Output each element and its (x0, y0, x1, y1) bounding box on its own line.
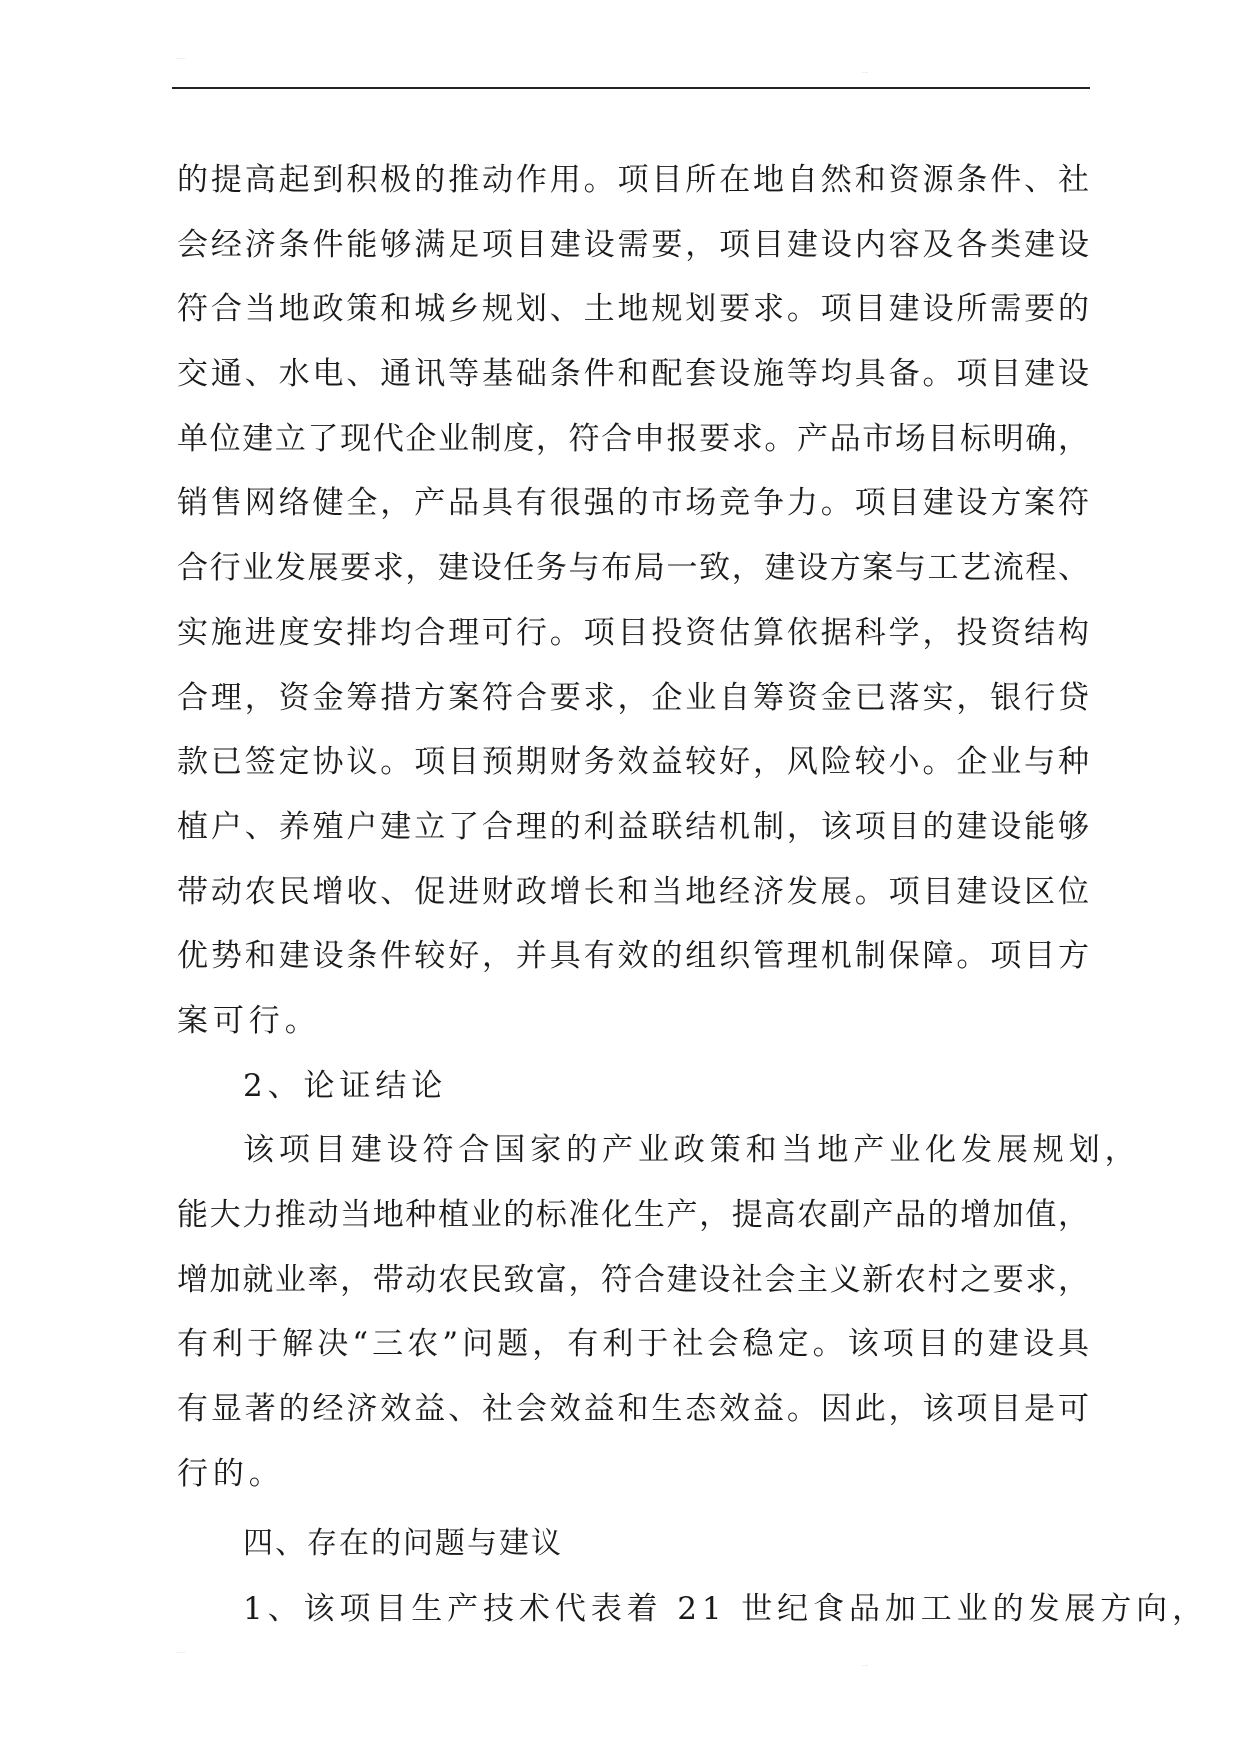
text-line: 优势和建设条件较好，并具有效的组织管理机制保障。项目方 (177, 938, 1089, 975)
text-line: 合理，资金筹措方案符合要求，企业自筹资金已落实，银行贷 (177, 679, 1089, 716)
paragraph-2 (177, 1118, 1141, 1506)
text-line: 带动农民增收、促进财政增长和当地经济发展。项目建设区位 (177, 873, 1089, 910)
header-rule (172, 87, 1090, 89)
text-line: 符合当地政策和城乡规划、土地规划要求。项目建设所需要的 (177, 291, 1089, 328)
section-heading: 四、存在的问题与建议 (243, 1526, 563, 1562)
header-center-mark: ····· (862, 70, 869, 75)
text-line-last: 案可行。 (177, 1002, 321, 1039)
text-line: 植户、养殖户建立了合理的利益联结机制，该项目的建设能够 (177, 808, 1089, 845)
text-line: 能大力推动当地种植业的标准化生产，提高农副产品的增加值， (177, 1197, 1089, 1233)
subheading-conclusion: 2、论证结论 (243, 1067, 448, 1104)
text-line-first: 1、该项目生产技术代表着 21 世纪食品加工业的发展方向， (243, 1591, 1208, 1628)
footer-left-mark: ······· (176, 1650, 185, 1655)
document-body (177, 148, 1208, 1642)
text-line: 实施进度安排均合理可行。项目投资估算依据科学，投资结构 (177, 614, 1089, 651)
text-line: 增加就业率，带动农民致富，符合建设社会主义新农村之要求， (177, 1261, 1089, 1298)
paragraph-3 (177, 1577, 1208, 1642)
text-line-last: 行的。 (177, 1455, 285, 1492)
text-line-first: 该项目建设符合国家的产业政策和当地产业化发展规划， (243, 1132, 1141, 1169)
text-line: 交通、水电、通讯等基础条件和配套设施等均具备。项目建设 (177, 356, 1089, 393)
text-line: 的提高起到积极的推动作用。项目所在地自然和资源条件、社 (177, 162, 1089, 198)
header-left-mark: ······· (176, 56, 185, 61)
footer-center-mark: ····· (862, 1663, 869, 1668)
paragraph-1 (177, 148, 1089, 1054)
text-line: 销售网络健全，产品具有很强的市场竞争力。项目建设方案符 (177, 485, 1089, 522)
text-line: 款已签定协议。项目预期财务效益较好，风险较小。企业与种 (177, 744, 1089, 781)
text-line: 单位建立了现代企业制度，符合申报要求。产品市场目标明确， (177, 420, 1089, 457)
text-line: 会经济条件能够满足项目建设需要，项目建设内容及各类建设 (177, 226, 1089, 263)
text-line: 合行业发展要求，建设任务与布局一致，建设方案与工艺流程、 (177, 550, 1089, 587)
text-line: 有显著的经济效益、社会效益和生态效益。因此，该项目是可 (177, 1391, 1089, 1428)
text-line: 有利于解决“三农”问题，有利于社会稳定。该项目的建设具 (177, 1326, 1089, 1363)
